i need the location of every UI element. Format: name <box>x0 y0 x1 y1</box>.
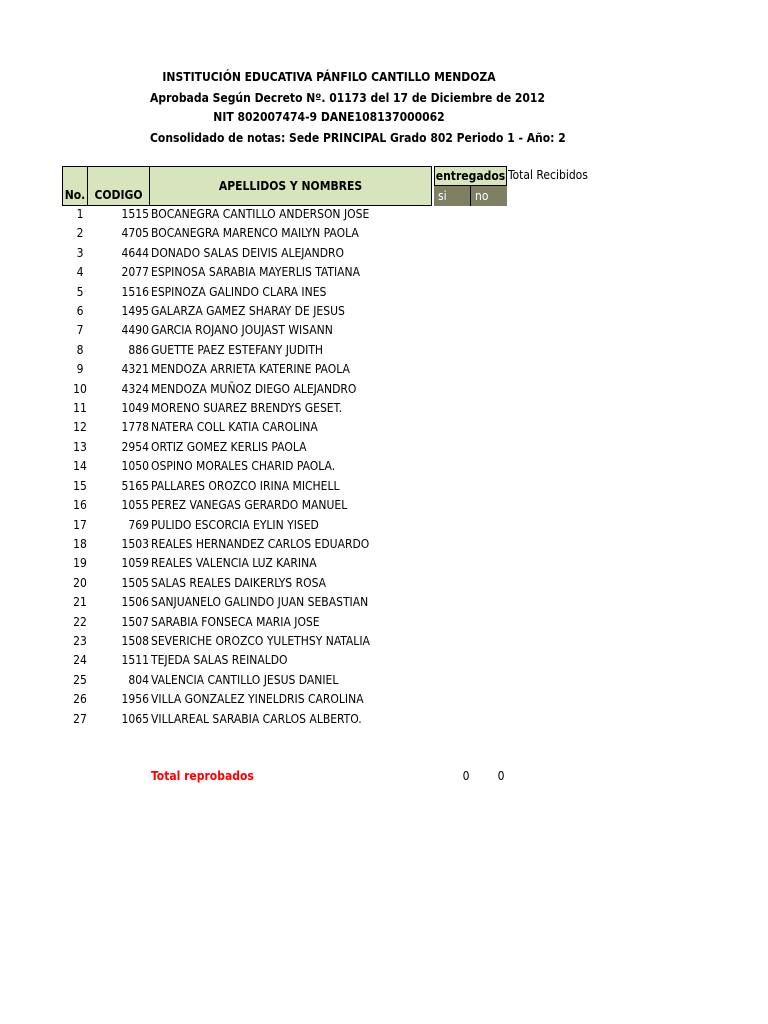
table-row <box>0 399 768 418</box>
row-codigo: 4321 <box>121 362 149 377</box>
row-nombre: VALENCIA CANTILLO JESUS DANIEL <box>151 672 339 687</box>
row-number: 24 <box>73 653 87 668</box>
row-codigo: 4644 <box>121 245 149 260</box>
header-apellidos-nombres: APELLIDOS Y NOMBRES <box>149 166 432 206</box>
row-codigo: 769 <box>128 517 149 532</box>
row-number: 3 <box>76 245 84 260</box>
row-codigo: 4324 <box>121 381 149 396</box>
row-codigo: 1511 <box>121 653 149 668</box>
table-row <box>0 263 768 282</box>
row-nombre: MORENO SUAREZ BRENDYS GESET. <box>151 401 343 416</box>
row-nombre: NATERA COLL KATIA CAROLINA <box>151 420 318 435</box>
table-row <box>0 341 768 360</box>
row-codigo: 804 <box>128 672 149 687</box>
row-codigo: 1503 <box>121 536 149 551</box>
row-number: 10 <box>73 381 87 396</box>
table-row <box>0 321 768 340</box>
row-codigo: 1778 <box>121 420 149 435</box>
row-codigo: 1507 <box>121 614 149 629</box>
row-number: 20 <box>73 575 87 590</box>
row-number: 11 <box>73 401 87 416</box>
header-total-recibidos: Total Recibidos <box>508 168 588 182</box>
table-row <box>0 535 768 554</box>
row-codigo: 2954 <box>121 439 149 454</box>
row-codigo: 1516 <box>121 284 149 299</box>
consolidado-line: Consolidado de notas: Sede PRINCIPAL Grado 802 Periodo 1 - Año: 2 <box>150 131 566 145</box>
header-codigo: CODIGO <box>87 166 150 206</box>
institution-title: INSTITUCIÓN EDUCATIVA PÁNFILO CANTILLO MENDOZA <box>162 70 496 84</box>
row-nombre: PULIDO ESCORCIA EYLIN YISED <box>151 517 319 532</box>
row-number: 17 <box>73 517 87 532</box>
row-nombre: PALLARES OROZCO IRINA MICHELL <box>151 478 340 493</box>
row-number: 14 <box>73 459 87 474</box>
row-nombre: MENDOZA ARRIETA KATERINE PAOLA <box>151 362 350 377</box>
row-nombre: BOCANEGRA CANTILLO ANDERSON JOSE <box>151 207 370 221</box>
table-row <box>0 516 768 535</box>
row-number: 23 <box>73 633 87 648</box>
row-number: 16 <box>73 498 87 513</box>
row-codigo: 4490 <box>121 323 149 338</box>
total-no-value: 0 <box>497 769 505 783</box>
table-row <box>0 418 768 437</box>
document-header <box>150 68 566 150</box>
table-row <box>0 224 768 243</box>
row-nombre: DONADO SALAS DEIVIS ALEJANDRO <box>151 245 345 260</box>
row-codigo: 1059 <box>121 556 149 571</box>
row-nombre: ESPINOSA SARABIA MAYERLIS TATIANA <box>151 265 360 280</box>
row-number: 25 <box>73 672 87 687</box>
row-nombre: TEJEDA SALAS REINALDO <box>151 653 288 668</box>
row-number: 21 <box>73 595 87 610</box>
table-row <box>0 651 768 670</box>
student-table-body <box>0 205 768 729</box>
row-codigo: 1505 <box>121 575 149 590</box>
header-entregados: entregados <box>434 166 507 186</box>
row-number: 5 <box>76 284 84 299</box>
table-row <box>0 283 768 302</box>
row-number: 6 <box>76 304 84 319</box>
row-nombre: BOCANEGRA MARENCO MAILYN PAOLA <box>151 226 359 241</box>
row-number: 9 <box>76 362 84 377</box>
table-row <box>0 496 768 515</box>
row-nombre: GARCIA ROJANO JOUJAST WISANN <box>151 323 333 338</box>
row-number: 2 <box>76 226 84 241</box>
row-number: 1 <box>76 207 84 221</box>
table-row <box>0 710 768 729</box>
table-row <box>0 205 768 224</box>
table-row <box>0 574 768 593</box>
row-nombre: SANJUANELO GALINDO JUAN SEBASTIAN <box>151 595 369 610</box>
table-row <box>0 380 768 399</box>
nit-line: NIT 802007474-9 DANE108137000062 <box>213 110 445 124</box>
row-codigo: 1495 <box>121 304 149 319</box>
row-codigo: 1956 <box>121 692 149 707</box>
row-nombre: SEVERICHE OROZCO YULETHSY NATALIA <box>151 633 370 648</box>
row-codigo: 1065 <box>121 711 149 726</box>
row-codigo: 886 <box>128 342 149 357</box>
row-codigo: 1506 <box>121 595 149 610</box>
row-codigo: 4705 <box>121 226 149 241</box>
table-row <box>0 438 768 457</box>
row-number: 7 <box>76 323 84 338</box>
row-number: 27 <box>73 711 87 726</box>
table-row <box>0 457 768 476</box>
row-number: 8 <box>76 342 84 357</box>
row-nombre: MENDOZA MUÑOZ DIEGO ALEJANDRO <box>151 381 357 396</box>
row-nombre: PEREZ VANEGAS GERARDO MANUEL <box>151 498 348 513</box>
row-codigo: 1049 <box>121 401 149 416</box>
decree-line: Aprobada Según Decreto Nº. 01173 del 17 de Diciembre de 2012 <box>150 91 545 105</box>
row-nombre: REALES VALENCIA LUZ KARINA <box>151 556 317 571</box>
table-row <box>0 613 768 632</box>
row-nombre: SALAS REALES DAIKERLYS ROSA <box>151 575 327 590</box>
table-row <box>0 690 768 709</box>
row-number: 26 <box>73 692 87 707</box>
table-row <box>0 671 768 690</box>
table-row <box>0 593 768 612</box>
header-no-column: no <box>470 186 507 206</box>
header-no: No. <box>62 166 88 206</box>
row-codigo: 1055 <box>121 498 149 513</box>
table-row <box>0 477 768 496</box>
table-row <box>0 360 768 379</box>
row-number: 4 <box>76 265 84 280</box>
row-number: 18 <box>73 536 87 551</box>
row-nombre: ORTIZ GOMEZ KERLIS PAOLA <box>151 439 307 454</box>
row-number: 12 <box>73 420 87 435</box>
total-reprobados-label: Total reprobados <box>151 769 254 783</box>
row-nombre: SARABIA FONSECA MARIA JOSE <box>151 614 320 629</box>
row-nombre: ESPINOZA GALINDO CLARA INES <box>151 284 327 299</box>
header-si: si <box>434 186 470 206</box>
row-number: 19 <box>73 556 87 571</box>
row-codigo: 1515 <box>121 207 149 221</box>
row-nombre: REALES HERNANDEZ CARLOS EDUARDO <box>151 536 370 551</box>
row-codigo: 5165 <box>121 478 149 493</box>
row-codigo: 1508 <box>121 633 149 648</box>
row-codigo: 2077 <box>121 265 149 280</box>
row-number: 15 <box>73 478 87 493</box>
table-row <box>0 302 768 321</box>
row-nombre: GALARZA GAMEZ SHARAY DE JESUS <box>151 304 345 319</box>
row-nombre: OSPINO MORALES CHARID PAOLA. <box>151 459 336 474</box>
row-number: 22 <box>73 614 87 629</box>
row-nombre: VILLA GONZALEZ YINELDRIS CAROLINA <box>151 692 364 707</box>
row-number: 13 <box>73 439 87 454</box>
total-si-value: 0 <box>462 769 470 783</box>
table-row <box>0 632 768 651</box>
row-codigo: 1050 <box>121 459 149 474</box>
table-row <box>0 244 768 263</box>
row-nombre: GUETTE PAEZ ESTEFANY JUDITH <box>151 342 324 357</box>
row-nombre: VILLAREAL SARABIA CARLOS ALBERTO. <box>151 711 362 726</box>
table-row <box>0 554 768 573</box>
